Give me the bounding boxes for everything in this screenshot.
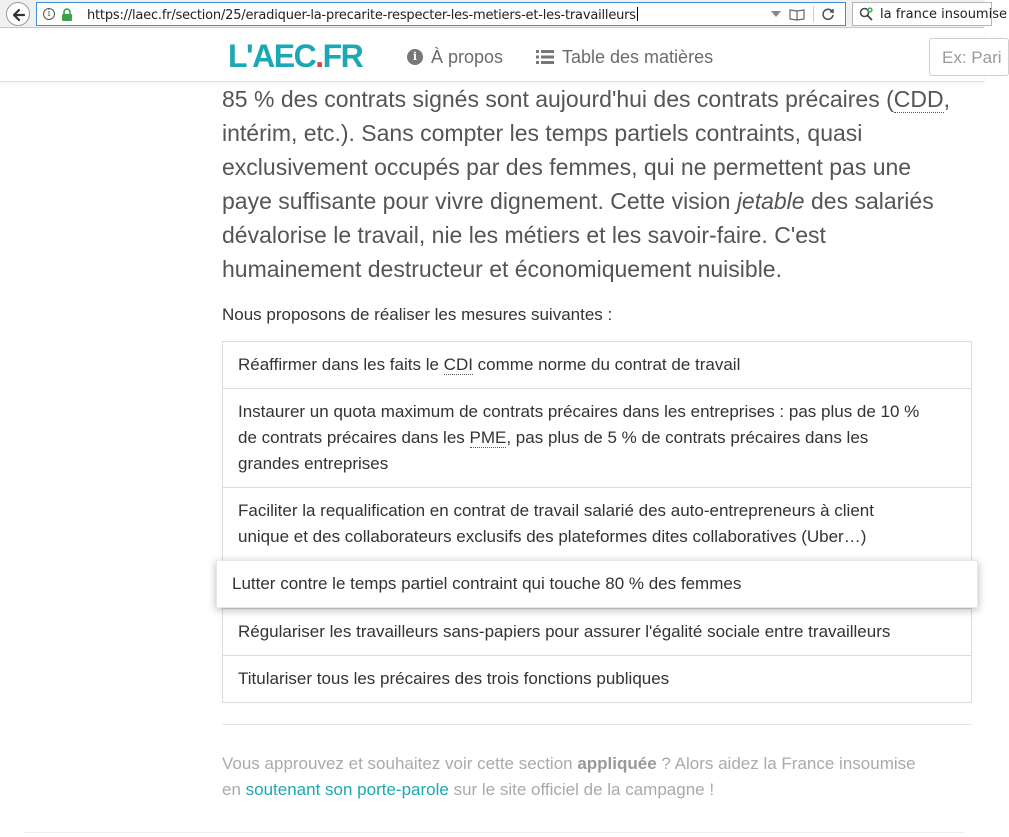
callout-text: sur le site officiel de la campagne !: [448, 780, 715, 799]
measure-line: [238, 425, 956, 451]
measure-line: [238, 352, 956, 378]
intro-text: des salariés: [804, 188, 934, 214]
site-search-input[interactable]: [942, 48, 1002, 68]
reload-icon[interactable]: [821, 7, 835, 21]
site-search-box[interactable]: [929, 38, 1009, 76]
site-logo[interactable]: [228, 40, 362, 72]
abbr-pme[interactable]: PME: [469, 428, 507, 447]
measure-item[interactable]: [223, 655, 971, 702]
measure-item[interactable]: [223, 388, 971, 487]
measure-text: Réaffirmer dans les faits le: [238, 355, 444, 374]
intro-line-3: exclusivement occupés par des femmes, qui ne permettent pas une: [222, 154, 912, 180]
measure-item[interactable]: [223, 487, 971, 560]
back-arrow-icon: [11, 7, 27, 23]
measure-text: comme norme du contrat de travail: [472, 355, 741, 374]
browser-search-text: la france insoumise: [880, 7, 1007, 22]
measure-line: Titulariser tous les précaires des trois fonctions publiques: [238, 669, 670, 688]
browser-toolbar: [0, 0, 1007, 28]
site-info-icon[interactable]: i: [43, 8, 55, 20]
callout-text: Vous approuvez et souhaitez voir cette section: [222, 754, 578, 773]
callout-text: en: [222, 780, 246, 799]
intro-text: 85 % des contrats signés sont aujourd'hui des contrats précaires (: [222, 86, 894, 112]
measure-item-hovered[interactable]: [216, 560, 978, 608]
measure-line: Lutter contre le temps partiel contraint qui touche 80 % des femmes: [232, 574, 742, 593]
intro-text: paye suffisante pour vivre dignement. Cette vision: [222, 188, 737, 214]
intro-text: ,: [943, 86, 950, 112]
intro-line-2: intérim, etc.). Sans compter les temps partiels contraints, quasi: [222, 120, 863, 146]
site-header: [0, 29, 984, 82]
measure-line: grandes entreprises: [238, 454, 389, 473]
intro-paragraph: [222, 82, 972, 286]
browser-search-box[interactable]: [852, 2, 1007, 26]
abbr-cdi[interactable]: CDI: [443, 355, 473, 374]
lock-icon: [61, 8, 73, 21]
emphasis-jetable: jetable: [736, 188, 805, 214]
nav-about-label: À propos: [431, 47, 504, 67]
intro-line-4: [222, 184, 972, 218]
url-dropdown-icon[interactable]: [771, 11, 781, 17]
logo-part2: FR: [322, 38, 363, 74]
section-divider: [222, 724, 972, 725]
support-spokesperson-link[interactable]: soutenant son porte-parole: [245, 780, 449, 799]
measure-text: , pas plus de 5 % de contrats précaires dans les: [506, 428, 869, 447]
measure-item[interactable]: [223, 342, 971, 388]
bottom-rule: [24, 832, 964, 833]
measure-text: de contrats précaires dans les: [238, 428, 470, 447]
nav-table-of-contents[interactable]: [536, 47, 713, 67]
url-text: https://laec.fr/section/25/eradiquer-la-precarite-respecter-les-metiers-et-les-travailleurs: [87, 8, 636, 23]
measure-line: Faciliter la requalification en contrat de travail salarié des auto-entrepreneurs à client: [238, 501, 874, 520]
abbr-cdd[interactable]: CDD: [893, 86, 944, 112]
measure-line: Instaurer un quota maximum de contrats précaires dans les entreprises : pas plus de 10 %: [238, 402, 920, 421]
logo-dot: .: [315, 38, 323, 74]
measure-line: unique et des collaborateurs exclusifs des plateformes dites collaboratives (Uber…): [238, 527, 867, 546]
measures-heading: Nous proposons de réaliser les mesures suivantes :: [222, 305, 613, 324]
measures-list: [222, 341, 972, 703]
back-button[interactable]: [6, 2, 30, 26]
callout-text: ? Alors aidez la France insoumise: [656, 754, 916, 773]
address-bar[interactable]: [36, 2, 846, 26]
support-callout: [222, 751, 972, 803]
intro-line-6: humainement destructeur et économiquement nuisible.: [222, 256, 782, 282]
nav-toc-label: Table des matières: [562, 47, 714, 67]
info-circle-icon: i: [407, 49, 423, 65]
callout-line-1: [222, 751, 972, 777]
measure-line: Régulariser les travailleurs sans-papiers pour assurer l'égalité sociale entre travailleurs: [238, 622, 891, 641]
logo-part1: L'AEC: [228, 38, 316, 74]
callout-line-2: [222, 777, 972, 803]
intro-line-5: dévalorise le travail, nie les métiers et les savoir-faire. C'est: [222, 222, 826, 248]
list-icon: [536, 50, 554, 64]
text-caret: [637, 7, 638, 21]
nav-about[interactable]: [407, 47, 503, 67]
url-separator: [813, 6, 814, 22]
measure-item[interactable]: [223, 608, 971, 655]
callout-bold: appliquée: [577, 754, 657, 773]
url-input[interactable]: [87, 7, 638, 24]
intro-line-1: [222, 82, 972, 116]
reader-view-icon[interactable]: [789, 8, 805, 21]
search-icon: [859, 7, 873, 21]
